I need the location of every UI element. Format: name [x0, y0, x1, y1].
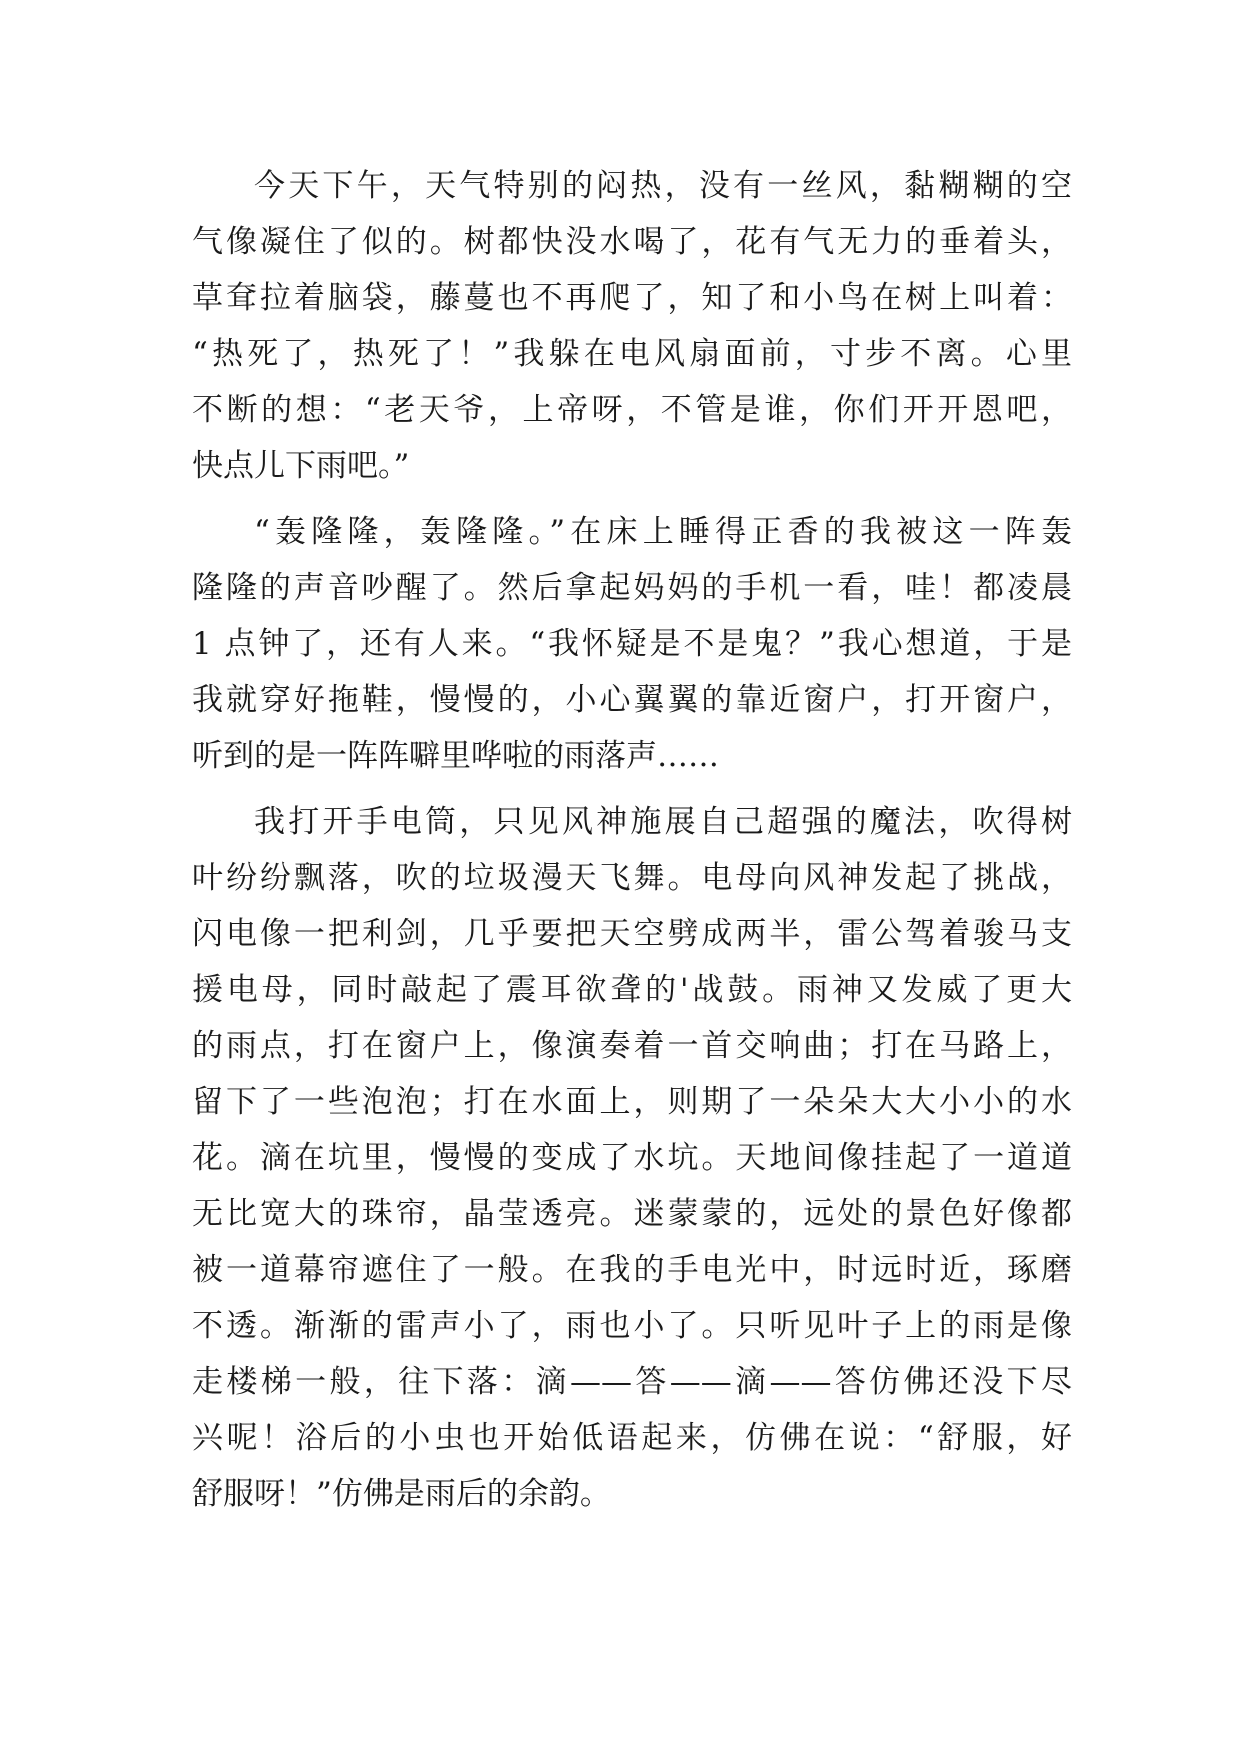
text-line: 被一道幕帘遮住了一般。在我的手电光中，时远时近，琢磨	[192, 1252, 1072, 1288]
text-line: 隆隆的声音吵醒了。然后拿起妈妈的手机一看，哇！都凌晨	[192, 570, 1072, 606]
text-line: 的雨点，打在窗户上，像演奏着一首交响曲；打在马路上，	[192, 1028, 1072, 1064]
text-line: 留下了一些泡泡；打在水面上，则期了一朵朵大大小小的水	[192, 1084, 1072, 1120]
text-line: 今天下午，天气特别的闷热，没有一丝风，黏糊糊的空	[254, 168, 1072, 204]
paragraph-2	[192, 504, 1072, 784]
text-line: 1 点钟了，还有人来。“我怀疑是不是鬼？”我心想道，于是	[192, 626, 1072, 662]
text-line: 气像凝住了似的。树都快没水喝了，花有气无力的垂着头，	[192, 224, 1072, 260]
text-line: “热死了，热死了！”我躲在电风扇面前，寸步不离。心里	[192, 336, 1072, 372]
text-line: “轰隆隆，轰隆隆。”在床上睡得正香的我被这一阵轰	[254, 514, 1072, 550]
paragraph-1	[192, 158, 1072, 494]
text-line: 不透。渐渐的雷声小了，雨也小了。只听见叶子上的雨是像	[192, 1308, 1072, 1344]
text-line: 无比宽大的珠帘，晶莹透亮。迷蒙蒙的，远处的景色好像都	[192, 1196, 1072, 1232]
text-line: 兴呢！浴后的小虫也开始低语起来，仿佛在说：“舒服，好	[192, 1420, 1072, 1456]
text-line: 闪电像一把利剑，几乎要把天空劈成两半，雷公驾着骏马支	[192, 916, 1072, 952]
text-line: 草耷拉着脑袋，藤蔓也不再爬了，知了和小鸟在树上叫着：	[192, 280, 1072, 316]
text-line: 援电母，同时敲起了震耳欲聋的'战鼓。雨神又发威了更大	[192, 972, 1072, 1008]
text-line: 走楼梯一般，往下落：滴——答——滴——答仿佛还没下尽	[192, 1364, 1072, 1400]
text-line: 听到的是一阵阵噼里哗啦的雨落声……	[192, 738, 719, 774]
text-line: 快点儿下雨吧。”	[192, 448, 410, 484]
text-line: 不断的想：“老天爷，上帝呀，不管是谁，你们开开恩吧，	[192, 392, 1072, 428]
text-line: 叶纷纷飘落，吹的垃圾漫天飞舞。电母向风神发起了挑战，	[192, 860, 1072, 896]
text-line: 花。滴在坑里，慢慢的变成了水坑。天地间像挂起了一道道	[192, 1140, 1072, 1176]
text-line: 我打开手电筒，只见风神施展自己超强的魔法，吹得树	[254, 804, 1072, 840]
essay-body	[192, 158, 1072, 1522]
paragraph-3	[192, 794, 1072, 1522]
text-line: 我就穿好拖鞋，慢慢的，小心翼翼的靠近窗户，打开窗户，	[192, 682, 1072, 718]
text-line: 舒服呀！”仿佛是雨后的余韵。	[192, 1476, 611, 1512]
